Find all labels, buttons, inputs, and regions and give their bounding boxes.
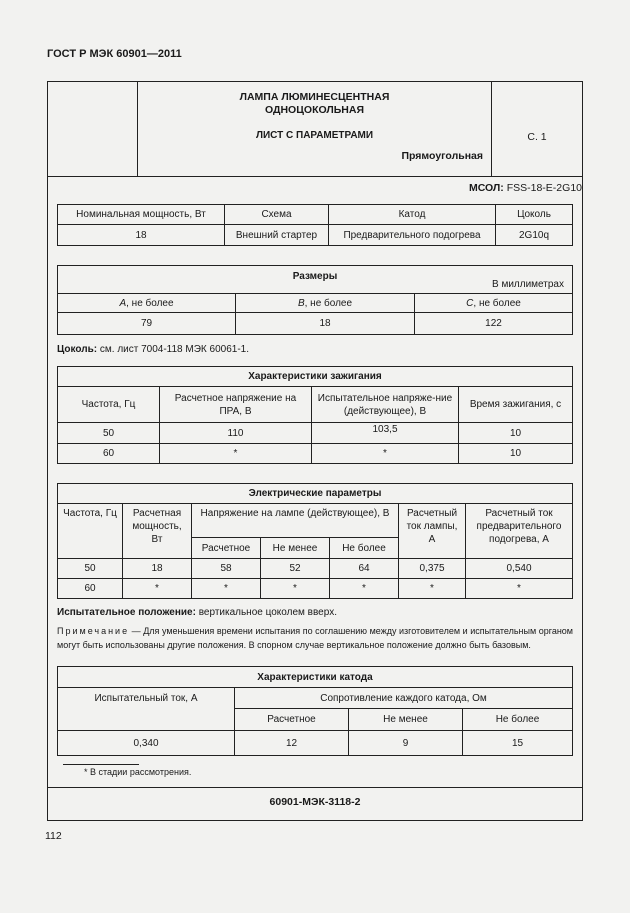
table-cell: 110 [160,423,312,444]
table-header: Расчетный ток предварительного подогрева, А [466,504,573,559]
table-header: Расчетный ток лампы, А [399,504,466,559]
table-cell: Внешний стартер [225,225,329,246]
cathode-table [57,666,573,756]
msol-label: МСОЛ: [468,182,504,194]
table-cell: 18 [58,225,225,246]
table-cell: * [261,579,330,599]
table-cell: 2G10q [496,225,573,246]
table-header: Расчетное [235,709,349,731]
table-header: C, не более [415,294,573,313]
electrical-title: Электрические параметры [58,484,573,504]
footnote-rule [63,764,139,765]
table-cell: 0,340 [58,731,235,756]
electrical-table [57,483,573,599]
table-cell: * [192,579,261,599]
table-header: Испытательный ток, А [58,688,235,731]
footer-divider [47,787,583,788]
table-header: Испытательное напряже-ние (действующее), В [312,387,459,423]
table-header: A, не более [58,294,236,313]
table-cell: 18 [236,313,415,335]
table-header: Время зажигания, с [459,387,573,423]
sheet-header [47,81,583,177]
cap-reference: Цоколь: см. лист 7004-118 МЭК 60061-1. [57,344,249,355]
table-cell: 50 [58,559,123,579]
lamp-title-line1: ЛАМПА ЛЮМИНЕСЦЕНТНАЯ [239,91,390,103]
table-cell: 64 [330,559,399,579]
main-parameters-table [57,204,573,246]
table-header: Расчетное [192,538,261,559]
table-cell: * [160,444,312,464]
ignition-title: Характеристики зажигания [58,367,573,387]
table-cell: * [312,444,459,464]
table-header: Частота, Гц [58,504,123,559]
table-cell: 103,5 [312,423,459,444]
table-cell: 58 [192,559,261,579]
test-position: Испытательное положение: вертикальное цоколем вверх. [57,607,337,618]
table-cell: 15 [463,731,573,756]
page-number: 112 [45,830,62,842]
note: Примечание — Для уменьшения времени испытания по соглашению между изготовителем и испытательным органом могут быть использованы другие положения. В спорном случае вертикальное положение должно быть базовым. [57,626,573,650]
table-header: Не более [330,538,399,559]
table-cell: 60 [58,579,123,599]
msol-value: FSS-18-E-2G10 [503,182,582,194]
lamp-title-line2: ОДНОЦОКОЛЬНАЯ [264,104,365,116]
table-cell: * [399,579,466,599]
table-cell: * [330,579,399,599]
lamp-shape: Прямоугольная [401,150,483,162]
table-header: Схема [225,205,329,225]
table-header: Не более [463,709,573,731]
table-cell: 122 [415,313,573,335]
table-header: Сопротивление каждого катода, Ом [235,688,573,709]
footnote: * В стадии рассмотрения. [84,767,192,777]
table-cell: 12 [235,731,349,756]
table-cell: 52 [261,559,330,579]
table-cell: 0,540 [466,559,573,579]
sheet-code: 60901-МЭК-3118-2 [269,796,361,808]
table-cell: 60 [58,444,160,464]
table-header: Цоколь [496,205,573,225]
table-cell: 10 [459,423,573,444]
dimensions-table [57,265,573,335]
table-cell: 9 [349,731,463,756]
cathode-title: Характеристики катода [58,667,573,688]
ignition-table [57,366,573,464]
msol-code [469,182,582,194]
table-header: Напряжение на лампе (действующее), В [192,504,399,538]
table-header: Расчетная мощность, Вт [123,504,192,559]
sheet-subtitle: ЛИСТ С ПАРАМЕТРАМИ [255,130,374,141]
dimensions-unit: В миллиметрах [492,279,564,290]
sheet-number: С. 1 [527,131,547,143]
table-cell: 79 [58,313,236,335]
table-cell: Предварительного подогрева [329,225,496,246]
table-cell: 10 [459,444,573,464]
dimensions-title-cell [58,266,573,294]
table-header: Катод [329,205,496,225]
table-cell: * [123,579,192,599]
table-header: Не менее [349,709,463,731]
table-header: Не менее [261,538,330,559]
table-header: Частота, Гц [58,387,160,423]
table-header: Расчетное напряжение на ПРА, В [160,387,312,423]
table-cell: 0,375 [399,559,466,579]
header-divider [491,81,492,176]
table-cell: 18 [123,559,192,579]
dimensions-title: Размеры [292,271,338,282]
table-header: B, не более [236,294,415,313]
table-cell: 50 [58,423,160,444]
table-cell: * [466,579,573,599]
standard-number: ГОСТ Р МЭК 60901—2011 [47,48,182,60]
table-header: Номинальная мощность, Вт [58,205,225,225]
